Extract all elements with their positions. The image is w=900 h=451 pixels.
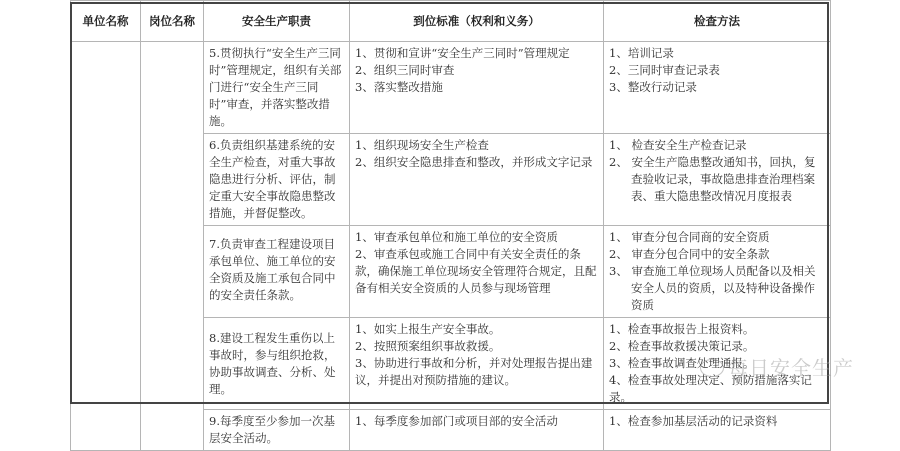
method-item: 3、整改行动记录 bbox=[609, 80, 697, 94]
method-item: 2、 安全生产隐患整改通知书，回执，复查验收记录，事故隐患排查治理档案表、重大隐患整改情况月度报表 bbox=[609, 155, 816, 203]
method-item: 3、 审查施工单位现场人员配备以及相关安全人员的资质，以及特种设备操作资质 bbox=[609, 264, 816, 312]
method-item: 1、 审查分包合同商的安全资质 bbox=[609, 230, 770, 244]
standard-item: 1、如实上报生产安全事故。 bbox=[355, 322, 501, 336]
standard-cell bbox=[350, 318, 604, 410]
duty-cell: 7.负责审查工程建设项目承包单位、施工单位的安全资质及施工承包合同中的安全责任条款。 bbox=[204, 226, 350, 318]
method-cell bbox=[604, 226, 831, 318]
table-row bbox=[71, 42, 831, 134]
standard-cell bbox=[350, 42, 604, 134]
duty-cell: 9.每季度至少参加一次基层安全活动。 bbox=[204, 410, 350, 451]
watermark-text: 每日安全生产 bbox=[728, 356, 854, 380]
standard-item: 1、贯彻和宣讲“安全生产三同时”管理规定 bbox=[355, 46, 570, 60]
standard-item: 1、组织现场安全生产检查 bbox=[355, 138, 489, 152]
responsibility-table bbox=[70, 0, 831, 451]
method-item: 1、培训记录 bbox=[609, 46, 674, 60]
method-item: 1、检查事故报告上报资料。 bbox=[609, 322, 755, 336]
header-check-method: 检查方法 bbox=[604, 1, 831, 42]
wechat-icon bbox=[700, 359, 724, 377]
header-duty: 安全生产职责 bbox=[204, 1, 350, 42]
method-cell bbox=[604, 42, 831, 134]
position-name-cell bbox=[141, 42, 204, 451]
watermark bbox=[700, 352, 854, 381]
method-item: 2、 审查分包合同中的安全条款 bbox=[609, 247, 770, 261]
method-item: 1、检查参加基层活动的记录资料 bbox=[609, 414, 778, 428]
method-item: 1、 检查安全生产检查记录 bbox=[609, 138, 747, 152]
standard-item: 2、按照预案组织事故救援。 bbox=[355, 339, 501, 353]
standard-item: 3、落实整改措施 bbox=[355, 80, 443, 94]
header-unit-name: 单位名称 bbox=[71, 1, 141, 42]
standard-cell bbox=[350, 410, 604, 451]
standard-cell bbox=[350, 134, 604, 226]
duty-cell: 8.建设工程发生重伤以上事故时，参与组织抢救，协助事故调查、分析、处理。 bbox=[204, 318, 350, 410]
standard-item: 2、审查承包或施工合同中有关安全责任的条款，确保施工单位现场安全管理符合规定，且配备有相关安全资质的人员参与现场管理 bbox=[355, 247, 597, 295]
header-row bbox=[71, 1, 831, 42]
standard-item: 1、每季度参加部门或项目部的安全活动 bbox=[355, 414, 558, 428]
method-item: 3、检查事故调查处理通报。 bbox=[609, 356, 755, 370]
standard-item: 2、组织安全隐患排查和整改，并形成文字记录 bbox=[355, 155, 593, 169]
standard-cell bbox=[350, 226, 604, 318]
unit-name-cell bbox=[71, 42, 141, 451]
standard-item: 1、审查承包单位和施工单位的安全资质 bbox=[355, 230, 558, 244]
standard-item: 2、组织三同时审查 bbox=[355, 63, 455, 77]
duty-cell: 5.贯彻执行“安全生产三同时”管理规定，组织有关部门进行“安全生产三同时”审查，并落实整改措施。 bbox=[204, 42, 350, 134]
duty-cell: 6.负责组织基建系统的安全生产检查，对重大事故隐患进行分析、评估，制定重大安全事故隐患整改措施，并督促整改。 bbox=[204, 134, 350, 226]
method-item: 2、检查事故救援决策记录。 bbox=[609, 339, 755, 353]
header-standard: 到位标准（权利和义务） bbox=[350, 1, 604, 42]
method-item: 2、三同时审查记录表 bbox=[609, 63, 720, 77]
method-cell bbox=[604, 410, 831, 451]
method-cell bbox=[604, 134, 831, 226]
header-position-name: 岗位名称 bbox=[141, 1, 204, 42]
method-item: 4、检查事故处理决定、预防措施落实记录。 bbox=[609, 373, 812, 404]
standard-item: 3、协助进行事故和分析，并对处理报告提出建议，并提出对预防措施的建议。 bbox=[355, 356, 593, 387]
